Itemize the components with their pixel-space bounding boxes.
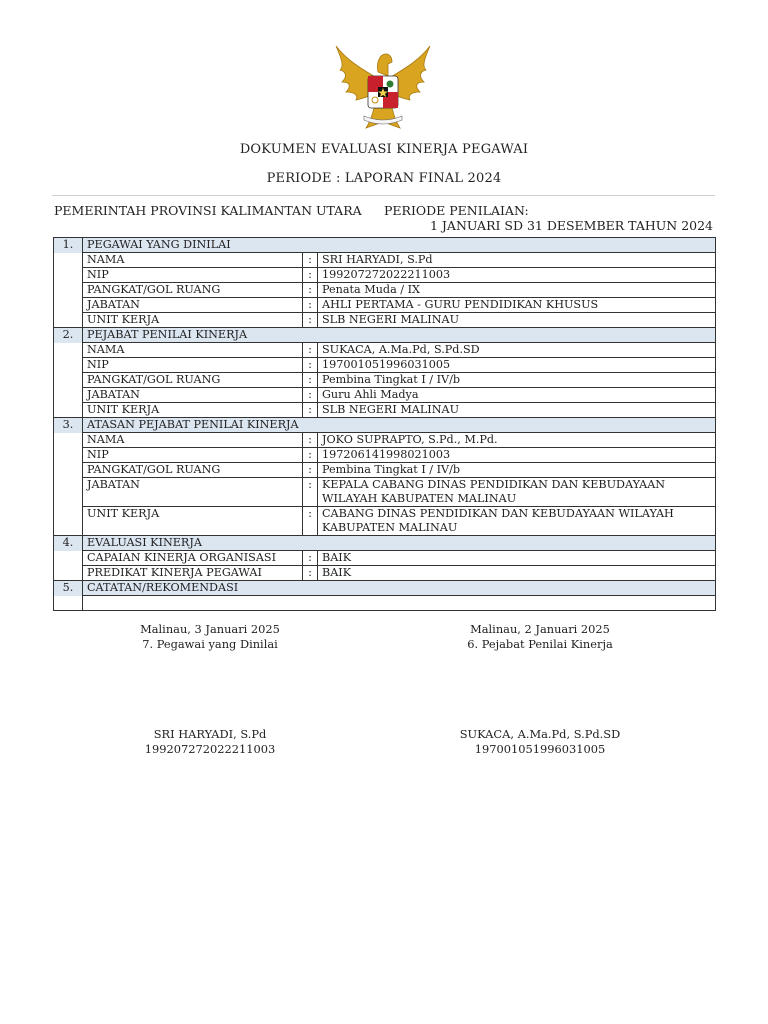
table-row xyxy=(54,566,716,581)
row-label: NAMA xyxy=(83,343,303,358)
table-row xyxy=(54,283,716,298)
table-row xyxy=(54,507,716,536)
row-label: NIP xyxy=(83,358,303,373)
notes-cell xyxy=(83,596,716,611)
table-row xyxy=(54,478,716,507)
section-title: EVALUASI KINERJA xyxy=(83,536,716,551)
assessment-period-range: 1 JANUARI SD 31 DESEMBER TAHUN 2024 xyxy=(430,218,714,233)
row-value: CABANG DINAS PENDIDIKAN DAN KEBUDAYAAN WILAYAH KABUPATEN MALINAU xyxy=(318,507,716,536)
row-label: NAMA xyxy=(83,253,303,268)
row-colon: : xyxy=(303,551,318,566)
row-label: CAPAIAN KINERJA ORGANISASI xyxy=(83,551,303,566)
row-value: SRI HARYADI, S.Pd xyxy=(318,253,716,268)
row-colon: : xyxy=(303,358,318,373)
row-label: NAMA xyxy=(83,433,303,448)
table-row xyxy=(54,448,716,463)
row-colon: : xyxy=(303,507,318,536)
period-line: PERIODE : LAPORAN FINAL 2024 xyxy=(266,171,502,186)
table-row xyxy=(54,388,716,403)
row-colon: : xyxy=(303,403,318,418)
row-colon: : xyxy=(303,268,318,283)
row-label: JABATAN xyxy=(83,478,303,507)
table-row xyxy=(54,433,716,448)
row-colon: : xyxy=(303,448,318,463)
row-label: NIP xyxy=(83,448,303,463)
row-value: JOKO SUPRAPTO, S.Pd., M.Pd. xyxy=(318,433,716,448)
row-value: Guru Ahli Madya xyxy=(318,388,716,403)
right-signature-header xyxy=(445,622,635,652)
organization-name: PEMERINTAH PROVINSI KALIMANTAN UTARA xyxy=(54,203,362,218)
row-value: Penata Muda / IX xyxy=(318,283,716,298)
section-header-row xyxy=(54,536,716,551)
section-number: 5. xyxy=(54,581,83,596)
notes-row xyxy=(54,596,716,611)
row-label: JABATAN xyxy=(83,388,303,403)
section-header-row xyxy=(54,328,716,343)
row-value: BAIK xyxy=(318,566,716,581)
row-value: 199207272022211003 xyxy=(318,268,716,283)
section-title: ATASAN PEJABAT PENILAI KINERJA xyxy=(83,418,716,433)
row-label: PANGKAT/GOL RUANG xyxy=(83,463,303,478)
evaluation-table xyxy=(53,237,716,611)
right-role: 6. Pejabat Penilai Kinerja xyxy=(467,637,613,651)
row-label: PANGKAT/GOL RUANG xyxy=(83,373,303,388)
section-number: 3. xyxy=(54,418,83,433)
row-label: PANGKAT/GOL RUANG xyxy=(83,283,303,298)
left-signature-header xyxy=(120,622,300,652)
table-row xyxy=(54,463,716,478)
left-signer-name: SRI HARYADI, S.Pd xyxy=(153,727,267,741)
garuda-emblem-icon xyxy=(330,42,436,132)
row-colon: : xyxy=(303,298,318,313)
right-place-date: Malinau, 2 Januari 2025 xyxy=(470,622,610,636)
row-label: PREDIKAT KINERJA PEGAWAI xyxy=(83,566,303,581)
table-row xyxy=(54,343,716,358)
row-label: NIP xyxy=(83,268,303,283)
left-place-date: Malinau, 3 Januari 2025 xyxy=(140,622,280,636)
table-row xyxy=(54,253,716,268)
row-value: 197206141998021003 xyxy=(318,448,716,463)
row-value: SLB NEGERI MALINAU xyxy=(318,313,716,328)
document-title: DOKUMEN EVALUASI KINERJA PEGAWAI xyxy=(239,142,529,157)
right-signature-name xyxy=(445,727,635,757)
row-label: UNIT KERJA xyxy=(83,507,303,536)
section-number: 1. xyxy=(54,238,83,253)
left-signer-nip: 199207272022211003 xyxy=(144,742,276,756)
table-row xyxy=(54,403,716,418)
section-title: CATATAN/REKOMENDASI xyxy=(83,581,716,596)
table-row xyxy=(54,373,716,388)
assessment-period xyxy=(384,203,713,233)
row-colon: : xyxy=(303,388,318,403)
divider xyxy=(52,195,715,196)
right-signer-nip: 197001051996031005 xyxy=(474,742,606,756)
table-row xyxy=(54,358,716,373)
section-title: PEGAWAI YANG DINILAI xyxy=(83,238,716,253)
table-row xyxy=(54,298,716,313)
row-value: SUKACA, A.Ma.Pd, S.Pd.SD xyxy=(318,343,716,358)
row-value: 197001051996031005 xyxy=(318,358,716,373)
row-colon: : xyxy=(303,283,318,298)
section-number: 2. xyxy=(54,328,83,343)
left-role: 7. Pegawai yang Dinilai xyxy=(142,637,278,651)
row-colon: : xyxy=(303,373,318,388)
row-colon: : xyxy=(303,478,318,507)
table-row xyxy=(54,551,716,566)
row-label: UNIT KERJA xyxy=(83,313,303,328)
row-colon: : xyxy=(303,343,318,358)
section-header-row xyxy=(54,581,716,596)
section-number: 4. xyxy=(54,536,83,551)
row-colon: : xyxy=(303,253,318,268)
section-header-row xyxy=(54,418,716,433)
row-label: UNIT KERJA xyxy=(83,403,303,418)
table-row xyxy=(54,313,716,328)
assessment-period-label: PERIODE PENILAIAN: xyxy=(384,203,529,218)
row-value: Pembina Tingkat I / IV/b xyxy=(318,463,716,478)
section-header-row xyxy=(54,238,716,253)
row-value: KEPALA CABANG DINAS PENDIDIKAN DAN KEBUDAYAAN WILAYAH KABUPATEN MALINAU xyxy=(318,478,716,507)
left-signature-name xyxy=(120,727,300,757)
row-colon: : xyxy=(303,463,318,478)
row-value: SLB NEGERI MALINAU xyxy=(318,403,716,418)
row-colon: : xyxy=(303,433,318,448)
row-value: AHLI PERTAMA - GURU PENDIDIKAN KHUSUS xyxy=(318,298,716,313)
row-label: JABATAN xyxy=(83,298,303,313)
row-value: BAIK xyxy=(318,551,716,566)
row-colon: : xyxy=(303,313,318,328)
row-value: Pembina Tingkat I / IV/b xyxy=(318,373,716,388)
section-title: PEJABAT PENILAI KINERJA xyxy=(83,328,716,343)
table-row xyxy=(54,268,716,283)
row-colon: : xyxy=(303,566,318,581)
right-signer-name: SUKACA, A.Ma.Pd, S.Pd.SD xyxy=(459,727,621,741)
